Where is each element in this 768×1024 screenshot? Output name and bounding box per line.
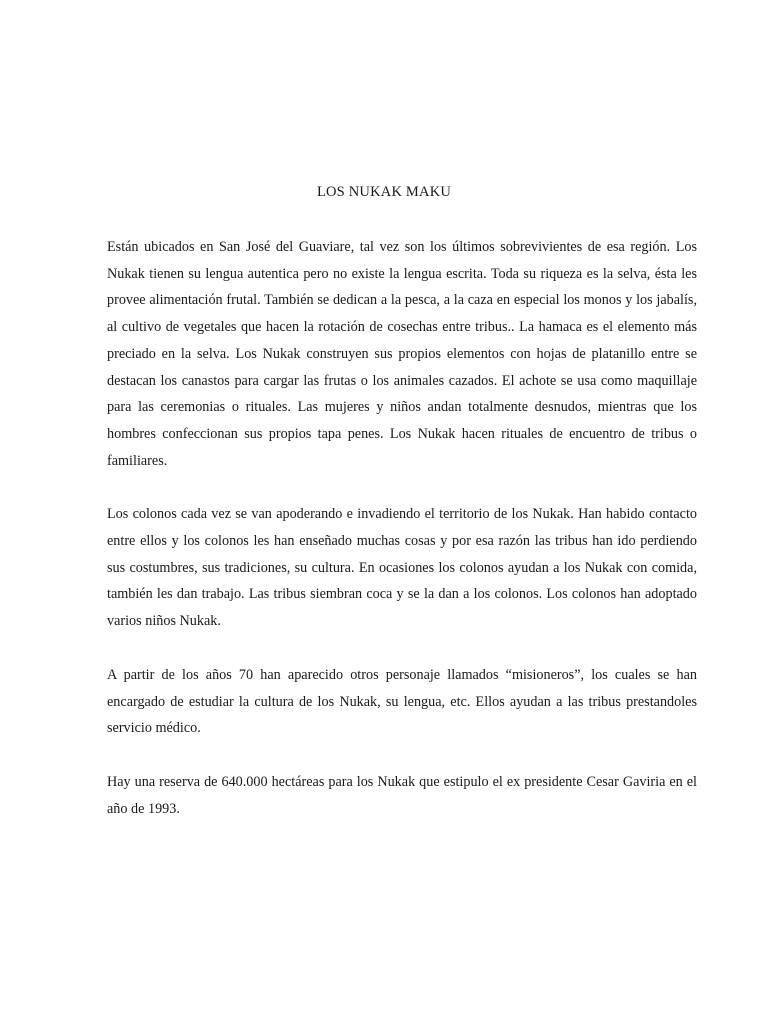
- document-body: [107, 234, 697, 849]
- paragraph-location-and-life: Están ubicados en San José del Guaviare, tal vez son los últimos sobrevivientes de esa región. Los Nukak tienen su lengua autentica pero no existe la lengua escrita. Toda su riqueza es la selva, ésta les provee alimentación frutal. También se dedican a la pesca, a la caza en especial los monos y los jabalís, al cultivo de vegetales que hacen la rotación de cosechas entre tribus.. La hamaca es el elemento más preciado en la selva. Los Nukak construyen sus propios elementos con hojas de platanillo entre se destacan los canastos para cargar las frutas o los animales cazados. El achote se usa como maquillaje para las ceremonias o rituales. Las mujeres y niños andan totalmente desnudos, mientras que los hombres confeccionan sus propios tapa penes. Los Nukak hacen rituales de encuentro de tribus o familiares.: [107, 239, 697, 469]
- document-title: LOS NUKAK MAKU: [316, 184, 452, 200]
- paragraph-reserva: Hay una reserva de 640.000 hectáreas para los Nukak que estipulo el ex presidente Cesar Gaviria en el año de 1993.: [107, 773, 697, 817]
- paragraph-colonos: Los colonos cada vez se van apoderando e invadiendo el territorio de los Nukak. Han habido contacto entre ellos y los colonos les han enseñado muchas cosas y por esa razón las tribus han ido perdiendo sus costumbres, sus tradiciones, su cultura. En ocasiones los colonos ayudan a los Nukak con comida, también les dan trabajo. Las tribus siembran coca y se la dan a los colonos. Los colonos han adoptado varios niños Nukak.: [107, 506, 697, 630]
- paragraph-misioneros: A partir de los años 70 han aparecido otros personaje llamados “misioneros”, los cuales se han encargado de estudiar la cultura de los Nukak, su lengua, etc. Ellos ayudan a las tribus prestandoles servicio médico.: [107, 666, 697, 737]
